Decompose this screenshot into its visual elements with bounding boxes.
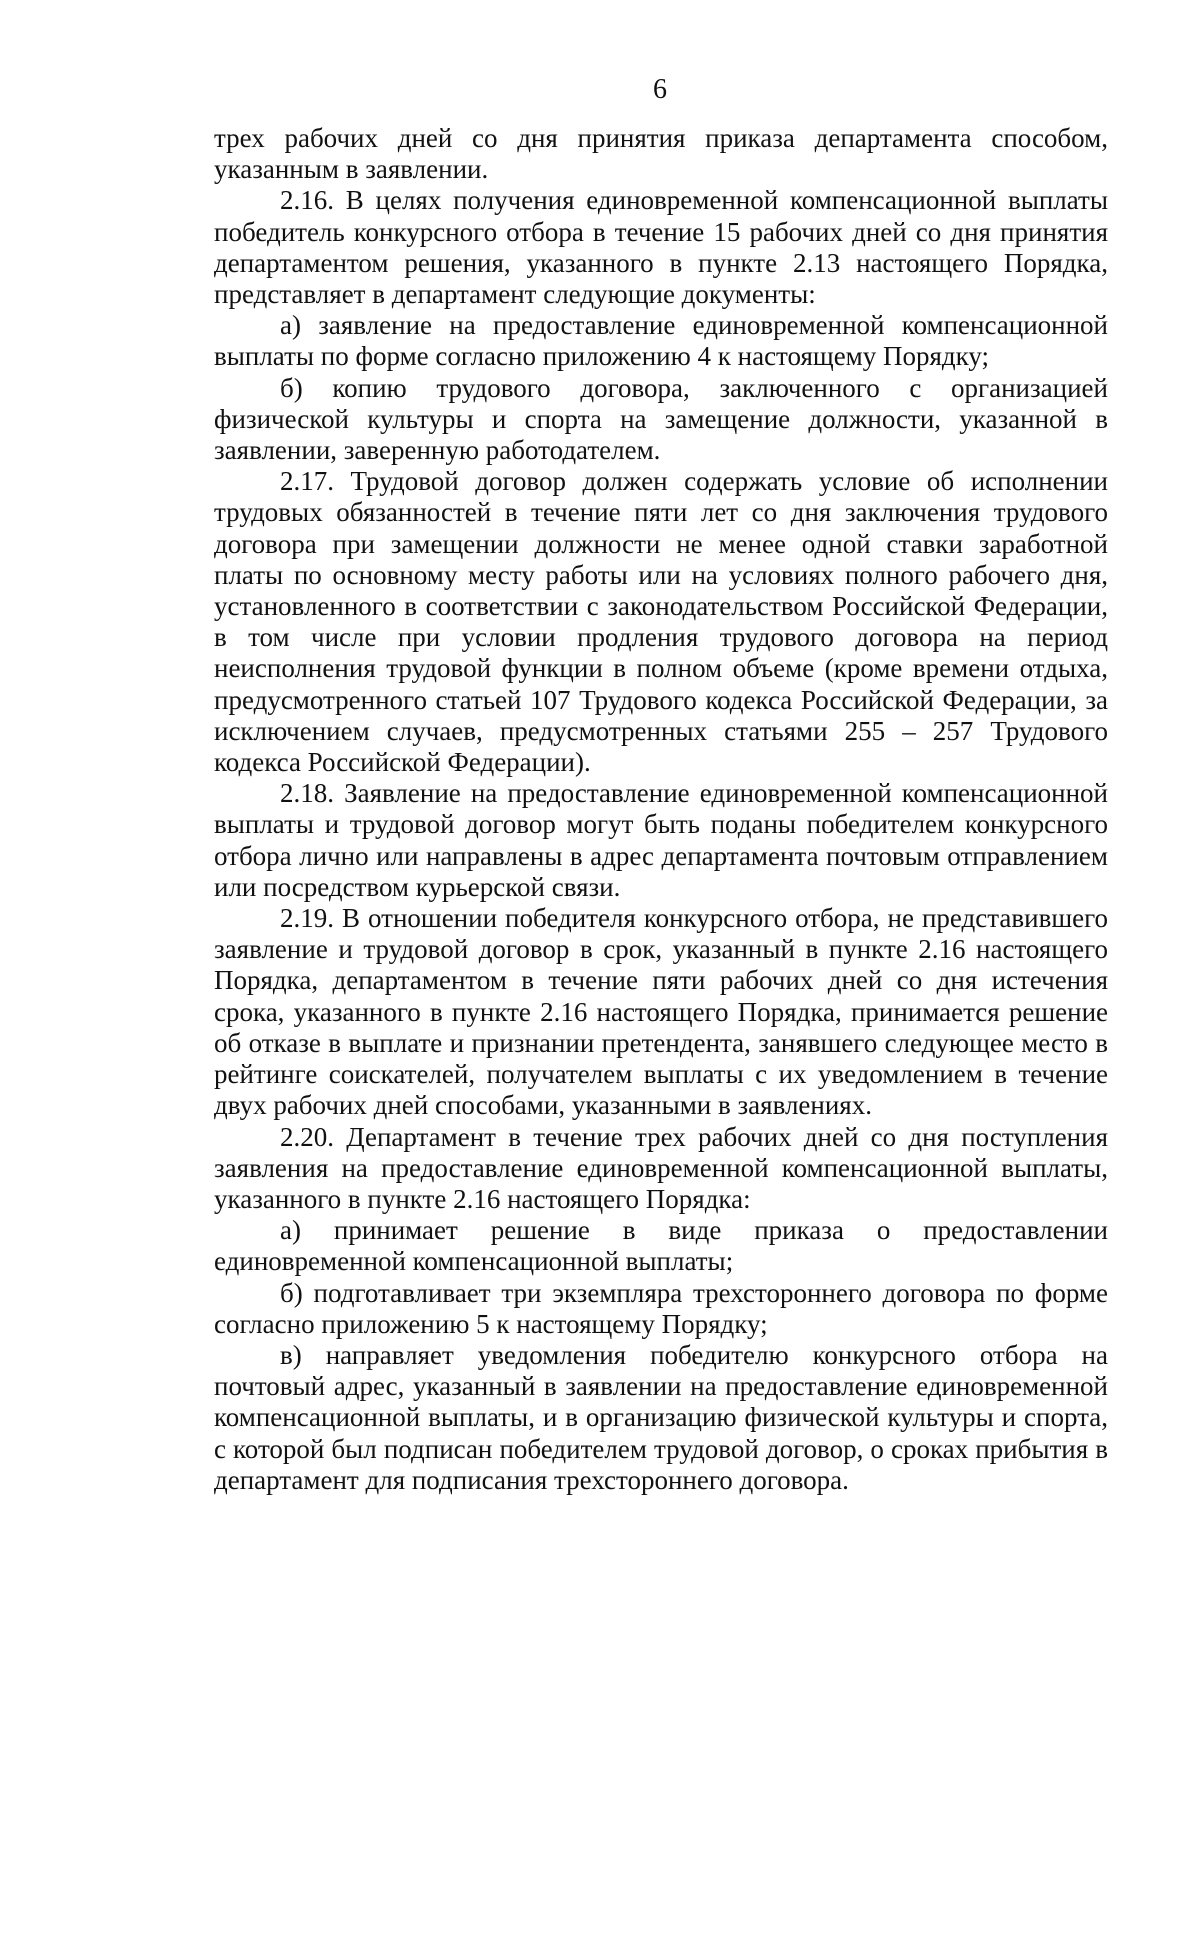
paragraph: трех рабочих дней со дня принятия приказа департамента способом, указанным в заявлении. xyxy=(214,123,1108,185)
paragraph: 2.20. Департамент в течение трех рабочих дней со дня поступления заявления на предоставление единовременной компенсационной выплаты, указанного в пункте 2.16 настоящего Порядка: xyxy=(214,1121,1108,1214)
paragraph: 2.18. Заявление на предоставление единовременной компенсационной выплаты и трудовой договор могут быть поданы победителем конкурсного отбора лично или направлены в адрес департамента почтовым отправлением или посредством курьерской связи. xyxy=(214,778,1108,902)
paragraph: б) копию трудового договора, заключенного с организацией физической культуры и спорта на замещение должности, указанной в заявлении, заверенную работодателем. xyxy=(214,372,1108,466)
paragraph: 2.16. В целях получения единовременной компенсационной выплаты победитель конкурсного отбора в течение 15 рабочих дней со дня принятия департаментом решения, указанного в пункте 2.13 настоящего Порядка, представляет в департамент следующие документы: xyxy=(214,185,1108,310)
paragraph: а) заявление на предоставление единовременной компенсационной выплаты по форме согласно приложению 4 к настоящему Порядку; xyxy=(214,310,1108,372)
paragraph: а) принимает решение в виде приказа о предоставлении единовременной компенсационной выплаты; xyxy=(214,1215,1108,1277)
document-body xyxy=(214,123,1108,1496)
paragraph: 2.19. В отношении победителя конкурсного отбора, не представившего заявление и трудовой договор в срок, указанный в пункте 2.16 настоящего Порядка, департаментом в течение пяти рабочих дней со дня истечения срока, указанного в пункте 2.16 настоящего Порядка, принимается решение об отказе в выплате и признании претендента, занявшего следующее место в рейтинге соискателей, получателем выплаты с их уведомлением в течение двух рабочих дней способами, указанными в заявлениях. xyxy=(214,903,1108,1121)
paragraph: в) направляет уведомления победителю конкурсного отбора на почтовый адрес, указанный в заявлении на предоставление единовременной компенсационной выплаты, и в организацию физической культуры и спорта, с которой был подписан победителем трудовой договор, о сроках прибытия в департамент для подписания трехстороннего договора. xyxy=(214,1339,1108,1495)
paragraph: 2.17. Трудовой договор должен содержать условие об исполнении трудовых обязанностей в течение пяти лет со дня заключения трудового договора при замещении должности не менее одной ставки заработной платы по основному месту работы или на условиях полного рабочего дня, установленного в соответствии с законодательством Российской Федерации, в том числе при условии продления трудового договора на период неисполнения трудовой функции в полном объеме (кроме времени отдыха, предусмотренного статьей 107 Трудового кодекса Российской Федерации, за исключением случаев, предусмотренных статьями 255 – 257 Трудового кодекса Российской Федерации). xyxy=(214,466,1108,778)
page-number: 6 xyxy=(653,74,667,105)
paragraph: б) подготавливает три экземпляра трехстороннего договора по форме согласно приложению 5 к настоящему Порядку; xyxy=(214,1277,1108,1339)
